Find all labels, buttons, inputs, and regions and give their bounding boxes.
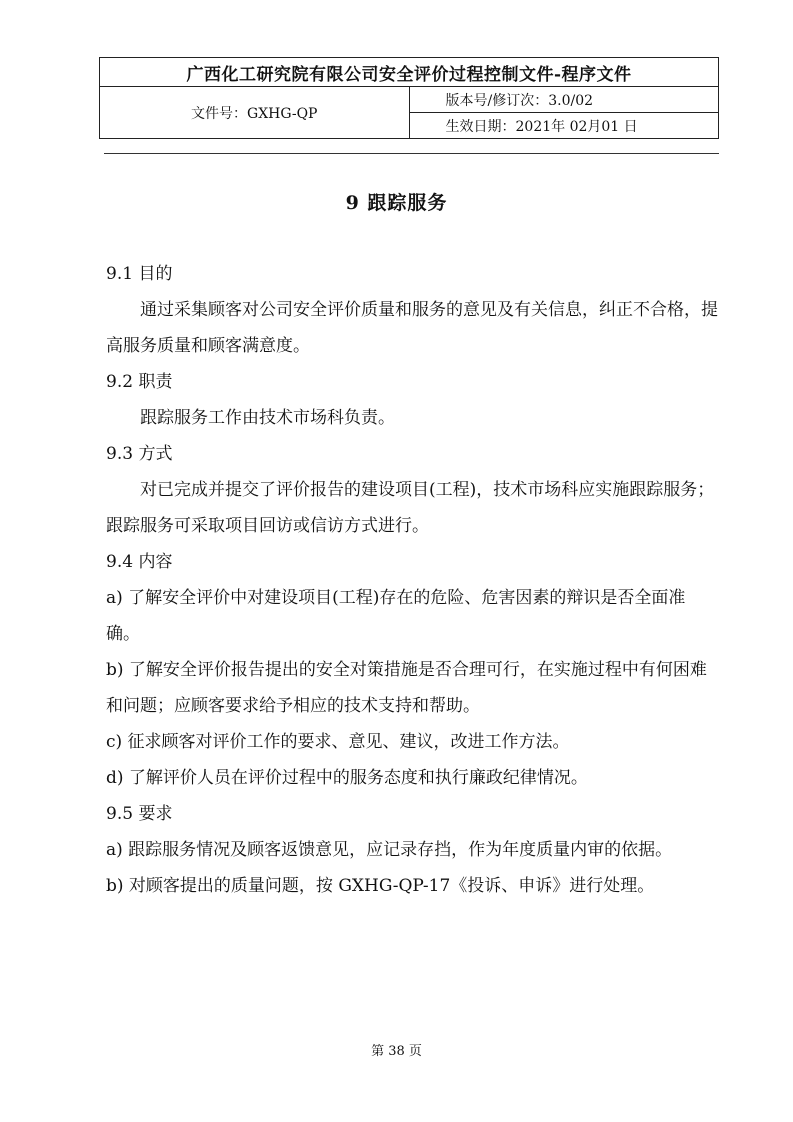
- section-heading-9-2: 9.2 职责: [106, 372, 173, 392]
- list-item-9-4-b: b) 了解安全评价报告提出的安全对策措施是否合理可行，在实施过程中有何困难和问题；应顾客要求给予相应的技术支持和帮助。: [106, 660, 707, 716]
- document-body: [106, 256, 718, 904]
- header-doc-number: 文件号：GXHG-QP: [100, 87, 410, 139]
- header-effective-date: 生效日期：2021年 02月01 日: [409, 113, 719, 139]
- section-body-9-3: 对已完成并提交了评价报告的建设项目(工程)，技术市场科应实施跟踪服务；跟踪服务可采取项目回访或信访方式进行。: [106, 480, 715, 536]
- header-divider: [104, 153, 719, 154]
- section-heading-9-1: 9.1 目的: [106, 264, 173, 284]
- section-heading-9-5: 9.5 要求: [106, 804, 173, 824]
- section-body-9-1: 通过采集顾客对公司安全评价质量和服务的意见及有关信息，纠正不合格，提高服务质量和顾客满意度。: [106, 300, 718, 356]
- list-item-9-5-a: a) 跟踪服务情况及顾客返馈意见，应记录存挡，作为年度质量内审的依据。: [106, 840, 673, 860]
- section-heading-9-3: 9.3 方式: [106, 444, 173, 464]
- document-header-table: [99, 57, 719, 139]
- list-item-9-4-a: a) 了解安全评价中对建设项目(工程)存在的危险、危害因素的辩识是否全面准确。: [106, 588, 686, 644]
- section-heading-9-4: 9.4 内容: [106, 552, 173, 572]
- page-number: 第 38 页: [371, 1044, 422, 1059]
- section-body-9-2: 跟踪服务工作由技术市场科负责。: [140, 408, 395, 428]
- list-item-9-4-c: c) 征求顾客对评价工作的要求、意见、建议，改进工作方法。: [106, 732, 570, 752]
- header-version: 版本号/修订次：3.0/02: [409, 87, 719, 113]
- chapter-title: 9 跟踪服务: [345, 192, 448, 214]
- list-item-9-5-b: b) 对顾客提出的质量问题，按 GXHG-QP-17《投诉、申诉》进行处理。: [106, 876, 655, 896]
- list-item-9-4-d: d) 了解评价人员在评价过程中的服务态度和执行廉政纪律情况。: [106, 768, 588, 788]
- header-title: 广西化工研究院有限公司安全评价过程控制文件-程序文件: [100, 58, 719, 87]
